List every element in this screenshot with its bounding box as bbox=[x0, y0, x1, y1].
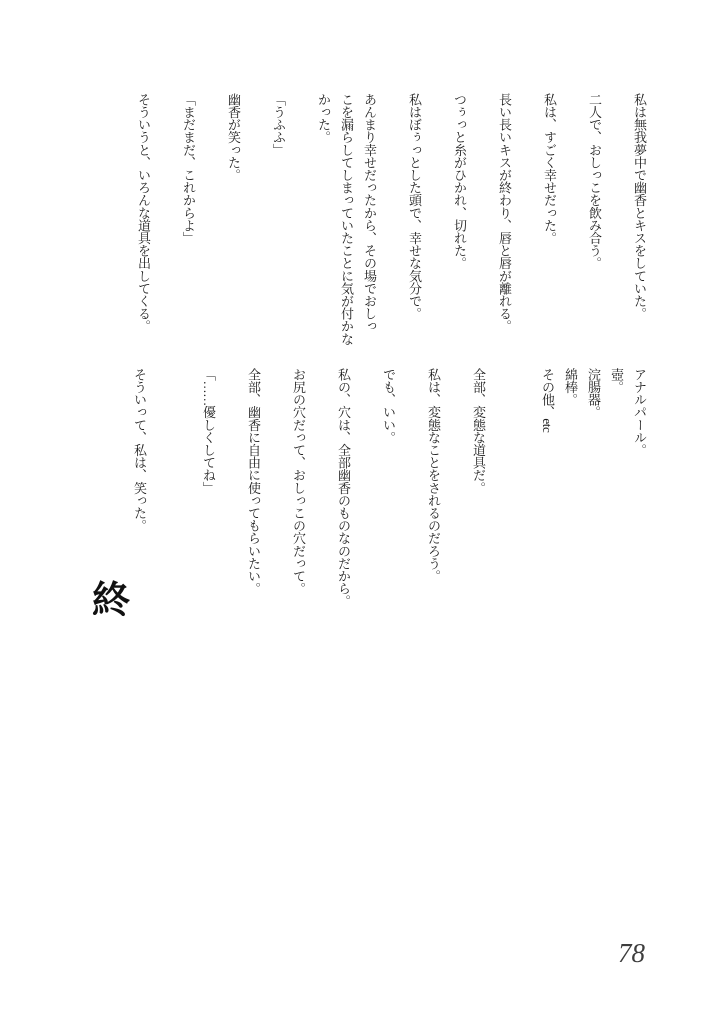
text-line: 私はぼぅっとした頭で、幸せな気分で。 bbox=[407, 93, 422, 320]
text-line: 長い長いキスが終わり、唇と唇が離れる。 bbox=[497, 93, 512, 333]
story-text-block-bottom bbox=[128, 368, 651, 638]
paragraph bbox=[332, 368, 355, 638]
paragraph bbox=[536, 368, 651, 638]
text-line: 全部、変態な道具だ。 bbox=[471, 368, 486, 495]
text-line: でも、いい。 bbox=[381, 368, 396, 444]
text-line: 綿棒。 bbox=[563, 368, 578, 406]
paragraph bbox=[267, 93, 290, 363]
page-number: 78 bbox=[618, 938, 645, 968]
text-line: 私は、すごく幸せだった。 bbox=[542, 93, 557, 245]
text-line: お尻の穴だって、おしっこの穴だって。 bbox=[291, 368, 306, 595]
text-line: 二人で、おしっこを飲み合う。 bbox=[587, 93, 602, 270]
paragraph bbox=[312, 93, 381, 363]
text-line: 私は、変態なことをされるのだろう。 bbox=[426, 368, 441, 583]
text-line: 私は無我夢中で幽香とキスをしていた。 bbox=[632, 93, 647, 320]
paragraph bbox=[197, 368, 220, 638]
text-line: 壺。 bbox=[609, 368, 624, 394]
paragraph bbox=[628, 93, 651, 363]
text-line: つぅっと糸がひかれ、切れた。 bbox=[452, 93, 467, 270]
text-line: 「……優しくしてね」 bbox=[201, 368, 216, 495]
text-line: 幽香が笑った。 bbox=[226, 93, 241, 182]
paragraph bbox=[177, 93, 200, 363]
text-line: 浣腸器。 bbox=[586, 368, 601, 419]
paragraph bbox=[242, 368, 265, 638]
end-mark: 終 bbox=[92, 580, 131, 622]
text-line: そういうと、いろんな道具を出してくる。 bbox=[136, 93, 151, 333]
text-line: あんまり幸せだったから、その場でおしっ bbox=[362, 93, 377, 333]
text-line: その他、etc bbox=[540, 368, 555, 433]
paragraph bbox=[287, 368, 310, 638]
paragraph bbox=[583, 93, 606, 363]
text-line: 全部、幽香に自由に使ってもらいたい。 bbox=[246, 368, 261, 595]
text-line: かった。 bbox=[316, 93, 331, 144]
text-line: 「うふふ」 bbox=[271, 93, 286, 157]
paragraph bbox=[448, 93, 471, 363]
story-text-block-top bbox=[132, 93, 651, 363]
text-line: 「まだまだ、これからよ」 bbox=[181, 93, 196, 245]
text-line: アナルパール。 bbox=[632, 368, 647, 457]
paragraph bbox=[493, 93, 516, 363]
paragraph bbox=[128, 368, 151, 638]
paragraph bbox=[403, 93, 426, 363]
paragraph bbox=[377, 368, 400, 638]
paragraph bbox=[467, 368, 490, 638]
text-line: そういって、私は、笑った。 bbox=[132, 368, 147, 532]
paragraph bbox=[422, 368, 445, 638]
paragraph bbox=[222, 93, 245, 363]
text-line: こを漏らしてしまっていたことに気が付かな bbox=[339, 93, 354, 346]
paragraph bbox=[132, 93, 155, 363]
text-line: 私の、穴は、全部幽香のものなのだから。 bbox=[336, 368, 351, 608]
paragraph bbox=[538, 93, 561, 363]
